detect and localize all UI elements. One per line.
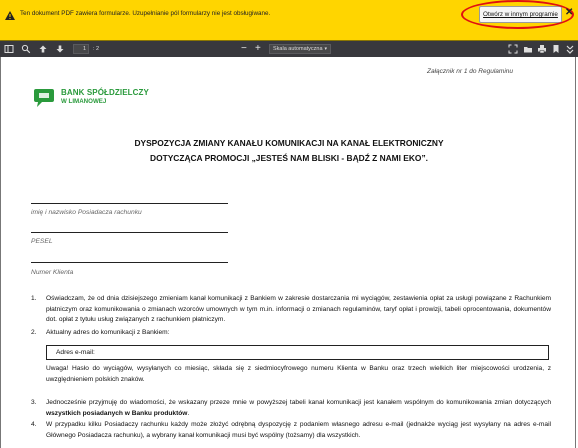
item-4 [31, 420, 551, 441]
open-in-other-program-button[interactable]: Otwórz w innym programie [479, 6, 562, 23]
form-warning-message: Ten dokument PDF zawiera formularze. Uzupełnianie pól formularzy nie jest obsługiwane. [20, 10, 271, 17]
item-2-number: 2. [31, 329, 37, 336]
sidebar-toggle-icon[interactable] [4, 44, 14, 54]
document-title-line2: DOTYCZĄCA PROMOCJI „JESTEŚ NAM BLISKI - BĄDŹ Z NAMI EKO”. [150, 153, 428, 163]
open-file-icon[interactable] [523, 44, 533, 54]
bank-logo [31, 88, 161, 110]
chevron-down-icon: ▾ [324, 46, 327, 52]
email-field[interactable] [46, 345, 549, 360]
item-3-number: 3. [31, 399, 37, 406]
item-4-number: 4. [31, 421, 37, 428]
presentation-mode-icon[interactable] [508, 44, 518, 54]
item-1-text: Oświadczam, że od dnia dzisiejszego zmieniam kanał komunikacji z Bankiem w zakresie dostarczania mi wyciągów, zestawienia opłat za usługi powiązane z Rachunkiem płatniczym oraz komunikowania o zmianach wzorców umownych w tym m.in. informacji o zmianach regulaminów, taryf opłat i prowizji, tabeli oprocentowania, dokumentów dot. opłat z tytułu usług związanych z rachunkiem płatniczym. [46, 295, 551, 324]
document-viewport[interactable] [0, 57, 578, 448]
document-title-line1: DYSPOZYCJA ZMIANY KANAŁU KOMUNIKACJI NA KANAŁ ELEKTRONICZNY [134, 138, 444, 148]
client-number-field-label: Numer Klienta [31, 269, 74, 276]
item-3 [31, 398, 551, 419]
page-total: : 2 [93, 46, 100, 52]
item-2-text: Aktualny adres do komunikacji z Bankiem: [46, 329, 170, 336]
pesel-field-label: PESEL [31, 238, 53, 245]
name-field-label: imię i nazwisko Posiadacza rachunku [31, 209, 142, 216]
highlight-circle [461, 0, 574, 29]
search-icon[interactable] [21, 44, 31, 54]
bank-location: W LIMANOWEJ [61, 98, 107, 105]
zoom-in-button[interactable]: + [255, 43, 261, 54]
bank-logo-icon [31, 88, 57, 108]
bookmark-icon[interactable] [551, 44, 561, 54]
tools-icon[interactable] [565, 44, 575, 54]
annex-label: Załącznik nr 1 do Regulaminu [427, 68, 513, 75]
pesel-field-line[interactable] [31, 232, 228, 233]
item-1-number: 1. [31, 295, 37, 302]
zoom-select-label: Skala automatyczna [273, 46, 323, 52]
item-1 [31, 294, 551, 326]
email-field-label: Adres e-mail: [56, 349, 95, 356]
close-icon[interactable]: ✕ [565, 7, 574, 18]
item-3-text [46, 398, 551, 419]
zoom-select[interactable] [269, 44, 331, 54]
password-note: Uwaga! Hasło do wyciągów, wysyłanych co miesiąc, składa się z siedmiocyfrowego numeru Klienta w Banku oraz trzech wielkich liter miejscowości urodzenia, z uwzględnieniem polskich znaków. [46, 365, 551, 383]
name-field-line[interactable] [31, 203, 228, 204]
warning-icon [5, 11, 15, 20]
item-3-text-end: . [187, 409, 190, 417]
form-warning-bar [0, 0, 578, 41]
client-number-field-line[interactable] [31, 262, 228, 263]
item-3-text-start: Jednocześnie przyjmuję do wiadomości, że wskazany przeze mnie w powyższej tabeli kanał komunikacji jest kanałem wspólnym do komunikowania zmian dotyczących [46, 399, 551, 406]
page-number-input[interactable]: 1 [73, 44, 89, 54]
item-4-text: W przypadku kilku Posiadaczy rachunku każdy może złożyć odrębną dyspozycję z podaniem własnego adresu e-mail (jednakże wyciąg jest wysyłany na adres e-mail Głównego Posiadacza rachunku), a wybrany kanał komunikacji musi być wspólny (tożsamy) dla wszystkich. [46, 421, 551, 439]
page-border-left [0, 57, 1, 448]
bank-name: BANK SPÓŁDZIELCZY [61, 88, 149, 97]
print-icon[interactable] [537, 44, 547, 54]
item-3-text-bold: wszystkich posiadanych w Banku produktów [46, 409, 188, 417]
zoom-out-button[interactable]: − [241, 43, 247, 54]
previous-page-icon[interactable] [38, 44, 48, 54]
next-page-icon[interactable] [55, 44, 65, 54]
pdf-toolbar [0, 41, 578, 57]
page-border-right [575, 57, 576, 448]
item-2 [31, 328, 551, 339]
